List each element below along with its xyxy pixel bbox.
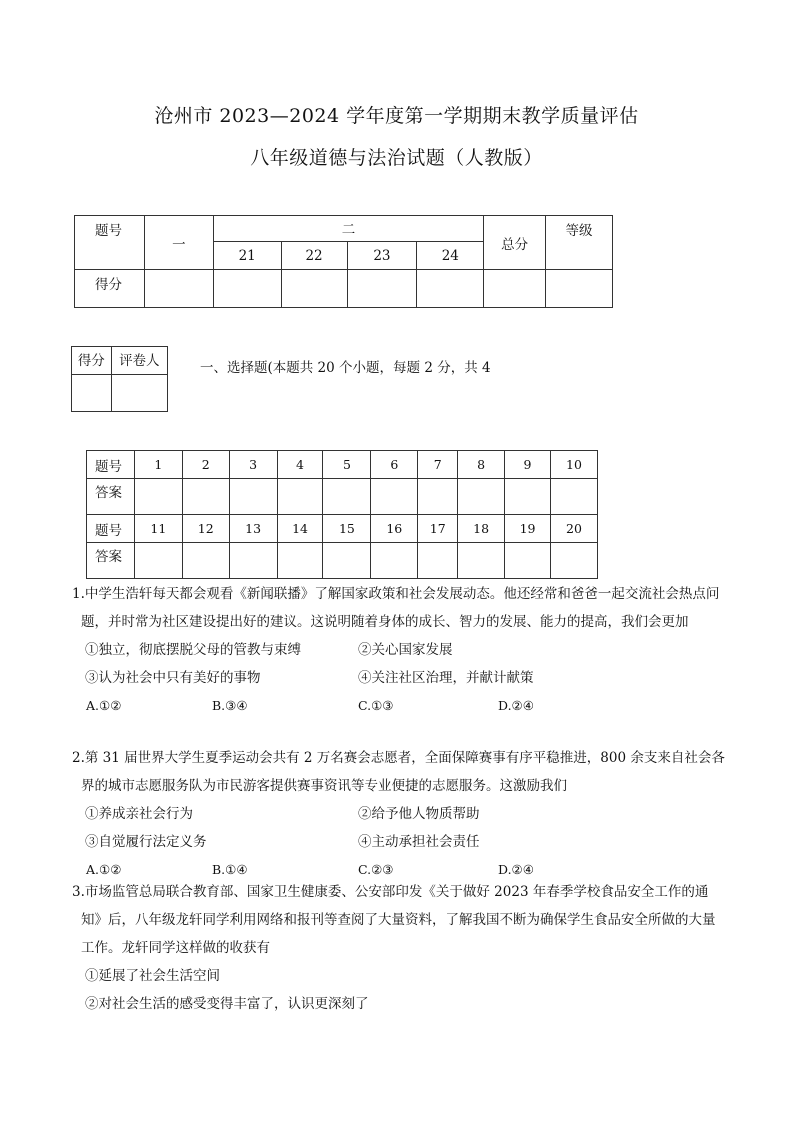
answer-grid-num: 8 [458, 451, 505, 479]
question-option: ①养成亲社会行为 [85, 806, 193, 822]
answer-cell[interactable] [550, 543, 597, 579]
answer-grid-label-num: 题号 [87, 451, 135, 479]
choice-b[interactable]: B.①④ [212, 862, 248, 877]
answer-grid-answer-row-1 [87, 479, 598, 515]
answer-cell[interactable] [371, 479, 418, 515]
question-option: ①延展了社会生活空间 [85, 968, 220, 984]
answer-grid-num: 16 [371, 515, 418, 543]
answer-cell[interactable] [182, 543, 229, 579]
question-option: ②给予他人物质帮助 [358, 806, 480, 822]
question-2 [72, 744, 727, 884]
score-cell-24[interactable] [417, 270, 484, 308]
score-table-sub-22: 22 [281, 242, 347, 270]
answer-cell[interactable] [229, 543, 277, 579]
answer-cell[interactable] [550, 479, 597, 515]
score-table [74, 215, 613, 308]
answer-grid-num: 11 [134, 515, 182, 543]
score-cell-total[interactable] [484, 270, 546, 308]
answer-cell[interactable] [134, 479, 182, 515]
answer-grid-num: 9 [505, 451, 551, 479]
question-option: ③自觉履行法定义务 [85, 834, 207, 850]
score-table-col-two: 二 [213, 216, 483, 242]
answer-grid [86, 450, 598, 579]
answer-cell[interactable] [323, 543, 371, 579]
page-subtitle: 八年级道德与法治试题（人教版） [250, 147, 543, 169]
choice-a[interactable]: A.①② [86, 698, 122, 713]
score-cell-23[interactable] [347, 270, 417, 308]
answer-cell[interactable] [458, 479, 505, 515]
grader-box-grader-cell[interactable] [111, 375, 167, 412]
answer-cell[interactable] [418, 479, 458, 515]
answer-grid-num: 7 [418, 451, 458, 479]
question-stem: 3.市场监管总局联合教育部、国家卫生健康委、公安部印发《关于做好 2023 年春季学校食品安全工作的通知》后，八年级龙轩同学利用网络和报刊等查阅了大量资料，了解我国不断为确保学生食品安全所做的大量工作。龙轩同学这样做的收获有 [72, 884, 716, 956]
score-table-col-one: 一 [144, 216, 213, 270]
page-title: 沧州市 2023—2024 学年度第一学期期末教学质量评估 [154, 105, 639, 127]
answer-grid-num: 17 [418, 515, 458, 543]
score-table-sub-23: 23 [347, 242, 417, 270]
question-option: ④主动承担社会责任 [358, 834, 480, 850]
choice-c[interactable]: C.①③ [358, 698, 394, 713]
score-table-col-grade: 等级 [546, 216, 613, 270]
choice-a[interactable]: A.①② [86, 862, 122, 877]
score-cell-grade[interactable] [546, 270, 613, 308]
score-cell-one[interactable] [144, 270, 213, 308]
answer-cell[interactable] [134, 543, 182, 579]
question-stem: 2.第 31 届世界大学生夏季运动会共有 2 万名赛会志愿者，全面保障赛事有序平稳推进，800 余支来自社会各界的城市志愿服务队为市民游客提供赛事资讯等专业便捷的志愿服务。这激励我们 [72, 750, 725, 794]
answer-grid-num: 3 [229, 451, 277, 479]
score-cell-22[interactable] [281, 270, 347, 308]
choice-d[interactable]: D.②④ [498, 862, 534, 877]
answer-grid-num: 12 [182, 515, 229, 543]
score-table-label-tihao: 题号 [75, 216, 145, 270]
grader-box [71, 346, 168, 412]
score-table-sub-21: 21 [213, 242, 281, 270]
score-cell-21[interactable] [213, 270, 281, 308]
choice-d[interactable]: D.②④ [498, 698, 534, 713]
question-option: ③认为社会中只有美好的事物 [85, 670, 261, 686]
question-option: ②关心国家发展 [358, 642, 453, 658]
choice-c[interactable]: C.②③ [358, 862, 394, 877]
answer-grid-num: 13 [229, 515, 277, 543]
answer-grid-num: 5 [323, 451, 371, 479]
answer-cell[interactable] [277, 543, 323, 579]
answer-cell[interactable] [323, 479, 371, 515]
score-table-label-defen: 得分 [75, 270, 145, 308]
answer-cell[interactable] [505, 543, 551, 579]
grader-box-grader-label: 评卷人 [111, 347, 167, 375]
grader-box-score-label: 得分 [72, 347, 112, 375]
answer-grid-answer-row-2 [87, 543, 598, 579]
answer-cell[interactable] [418, 543, 458, 579]
answer-cell[interactable] [458, 543, 505, 579]
answer-grid-label-answer: 答案 [87, 543, 135, 579]
answer-grid-label-num: 题号 [87, 515, 135, 543]
answer-grid-num: 20 [550, 515, 597, 543]
answer-cell[interactable] [371, 543, 418, 579]
question-stem: 1.中学生浩轩每天都会观看《新闻联播》了解国家政策和社会发展动态。他还经常和爸爸一起交流社会热点问题，并时常为社区建设提出好的建议。这说明随着身体的成长、智力的发展、能力的提高，我们会更加 [72, 586, 720, 630]
question-option: ①独立，彻底摆脱父母的管教与束缚 [85, 642, 301, 658]
answer-grid-num: 6 [371, 451, 418, 479]
answer-cell[interactable] [505, 479, 551, 515]
question-1 [72, 580, 727, 720]
question-option: ④关注社区治理，并献计献策 [358, 670, 534, 686]
answer-grid-num: 10 [550, 451, 597, 479]
answer-grid-num-row-1 [87, 451, 598, 479]
answer-grid-num-row-2 [87, 515, 598, 543]
answer-grid-num: 4 [277, 451, 323, 479]
question-3 [72, 878, 727, 1018]
answer-grid-num: 1 [134, 451, 182, 479]
score-table-col-total: 总分 [484, 216, 546, 270]
answer-grid-num: 19 [505, 515, 551, 543]
answer-cell[interactable] [229, 479, 277, 515]
score-table-sub-24: 24 [417, 242, 484, 270]
section-heading: 一、选择题(本题共 20 个小题，每题 2 分，共 4 [200, 360, 491, 376]
answer-cell[interactable] [182, 479, 229, 515]
grader-box-score-cell[interactable] [72, 375, 112, 412]
answer-cell[interactable] [277, 479, 323, 515]
answer-grid-num: 15 [323, 515, 371, 543]
question-option: ②对社会生活的感受变得丰富了，认识更深刻了 [85, 996, 369, 1012]
answer-grid-label-answer: 答案 [87, 479, 135, 515]
answer-grid-num: 2 [182, 451, 229, 479]
answer-grid-num: 14 [277, 515, 323, 543]
answer-grid-num: 18 [458, 515, 505, 543]
choice-b[interactable]: B.③④ [212, 698, 248, 713]
